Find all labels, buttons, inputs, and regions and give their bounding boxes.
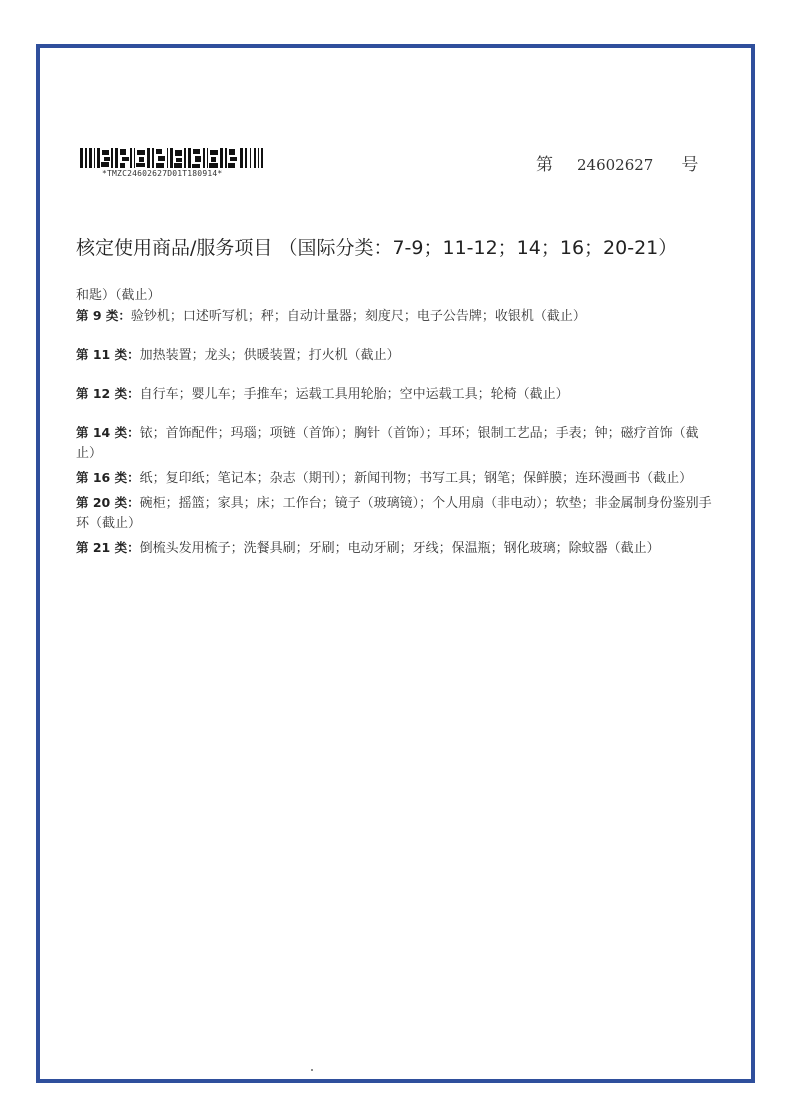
- class-label: 第 11 类：: [76, 347, 140, 362]
- scan-speck: [311, 1069, 313, 1071]
- continued-text: 和匙）（截止）: [76, 288, 161, 303]
- barcode-graphic: [80, 148, 270, 168]
- class-label: 第 20 类：: [76, 495, 140, 510]
- class-items: 倒梳头发用梳子；洗餐具刷；牙刷；电动牙刷；牙线；保温瓶；钢化玻璃；除蚊器（截止）: [139, 541, 660, 556]
- class-items: 碗柜；摇篮；家具；床；工作台；镜子（玻璃镜）；个人用扇（非电动）；软垫；非金属制身份鉴别手环（截止）: [76, 496, 712, 531]
- class-12-entry: [76, 384, 712, 405]
- registration-number: [536, 150, 698, 175]
- class-20-entry: [76, 493, 712, 534]
- class-items: 纸；复印纸；笔记本；杂志（期刊）；新闻刊物；书写工具；钢笔；保鲜膜；连环漫画书（截止）: [139, 471, 693, 486]
- class-21-entry: [76, 538, 712, 559]
- class-14-entry: [76, 423, 712, 464]
- barcode: [80, 148, 270, 178]
- class-9-entry: [76, 306, 712, 327]
- reg-number: 24602627: [577, 156, 654, 174]
- barcode-caption: *TMZC24602627D01T180914*: [102, 169, 223, 178]
- reg-suffix: 号: [681, 155, 699, 175]
- class-list: [76, 286, 712, 559]
- class-label: 第 16 类：: [76, 470, 140, 485]
- class-label: 第 14 类：: [76, 425, 140, 440]
- class-label: 第 12 类：: [76, 386, 140, 401]
- class-label: 第 21 类：: [76, 540, 140, 555]
- class-16-entry: [76, 468, 712, 489]
- class-items: 验钞机；口述听写机；秤；自动计量器；刻度尺；电子公告牌；收银机（截止）: [130, 309, 586, 324]
- page-title: 核定使用商品/服务项目 （国际分类：7-9；11-12；14；16；20-21）: [76, 237, 678, 259]
- reg-prefix: 第: [536, 155, 553, 175]
- class-items: 铱；首饰配件；玛瑙；项链（首饰）；胸针（首饰）；耳环；银制工艺品；手表；钟；磁疗首饰（截止）: [76, 426, 699, 461]
- class-items: 自行车；婴儿车；手推车；运载工具用轮胎；空中运载工具；轮椅（截止）: [139, 387, 569, 402]
- class-items: 加热装置；龙头；供暖装置；打火机（截止）: [139, 348, 400, 363]
- class-label: 第 9 类：: [76, 308, 131, 323]
- page-border: [36, 44, 755, 1083]
- class-11-entry: [76, 345, 712, 366]
